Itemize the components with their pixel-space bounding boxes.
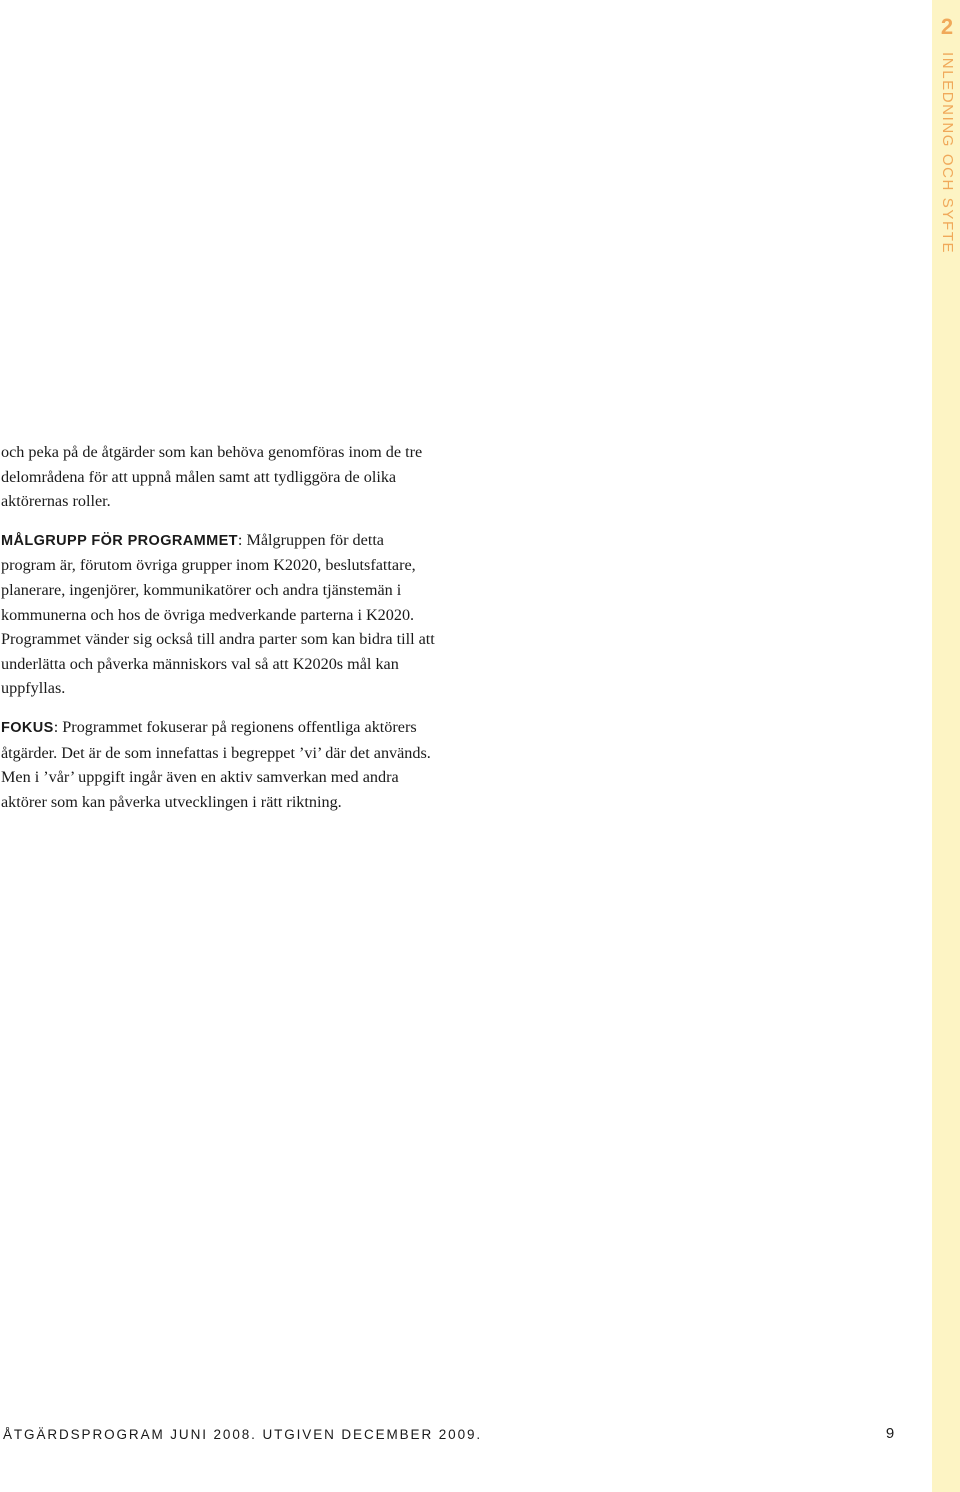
main-text-column bbox=[1, 440, 441, 828]
focus-paragraph bbox=[1, 715, 441, 814]
chapter-number: 2 bbox=[940, 14, 954, 39]
page-number: 9 bbox=[885, 1425, 895, 1442]
focus-text: : Programmet fokuserar på regionens offentliga aktörers åtgärder. Det är de som innefattas i begreppet ’vi’ där det används. Men i ’vår’ uppgift ingår även en aktiv samverkan med andra aktörer som kan påverka utvecklingen i rätt riktning. bbox=[1, 717, 431, 811]
target-group-text: : Målgruppen för detta program är, förutom övriga grupper inom K2020, beslutsfattare, planerare, ingenjörer, kommunikatörer och andra tjänstemän i kommunerna och hos de övriga medverkande parterna i K2020. Programmet vänder sig också till andra parter som kan bidra till att underlätta och påverka människors val så att K2020s mål kan uppfyllas. bbox=[1, 530, 435, 698]
chapter-title: INLEDNING OCH SYFTE bbox=[939, 52, 956, 255]
focus-label: FOKUS bbox=[1, 719, 54, 736]
target-group-paragraph bbox=[1, 528, 441, 701]
target-group-label: MÅLGRUPP FÖR PROGRAMMET bbox=[1, 532, 238, 549]
footer-publication-info: ÅTGÄRDSPROGRAM JUNI 2008. UTGIVEN DECEMBER 2009. bbox=[3, 1427, 483, 1442]
intro-paragraph: och peka på de åtgärder som kan behöva genomföras inom de tre delområdena för att uppnå målen samt att tydliggöra de olika aktörernas roller. bbox=[1, 443, 423, 511]
